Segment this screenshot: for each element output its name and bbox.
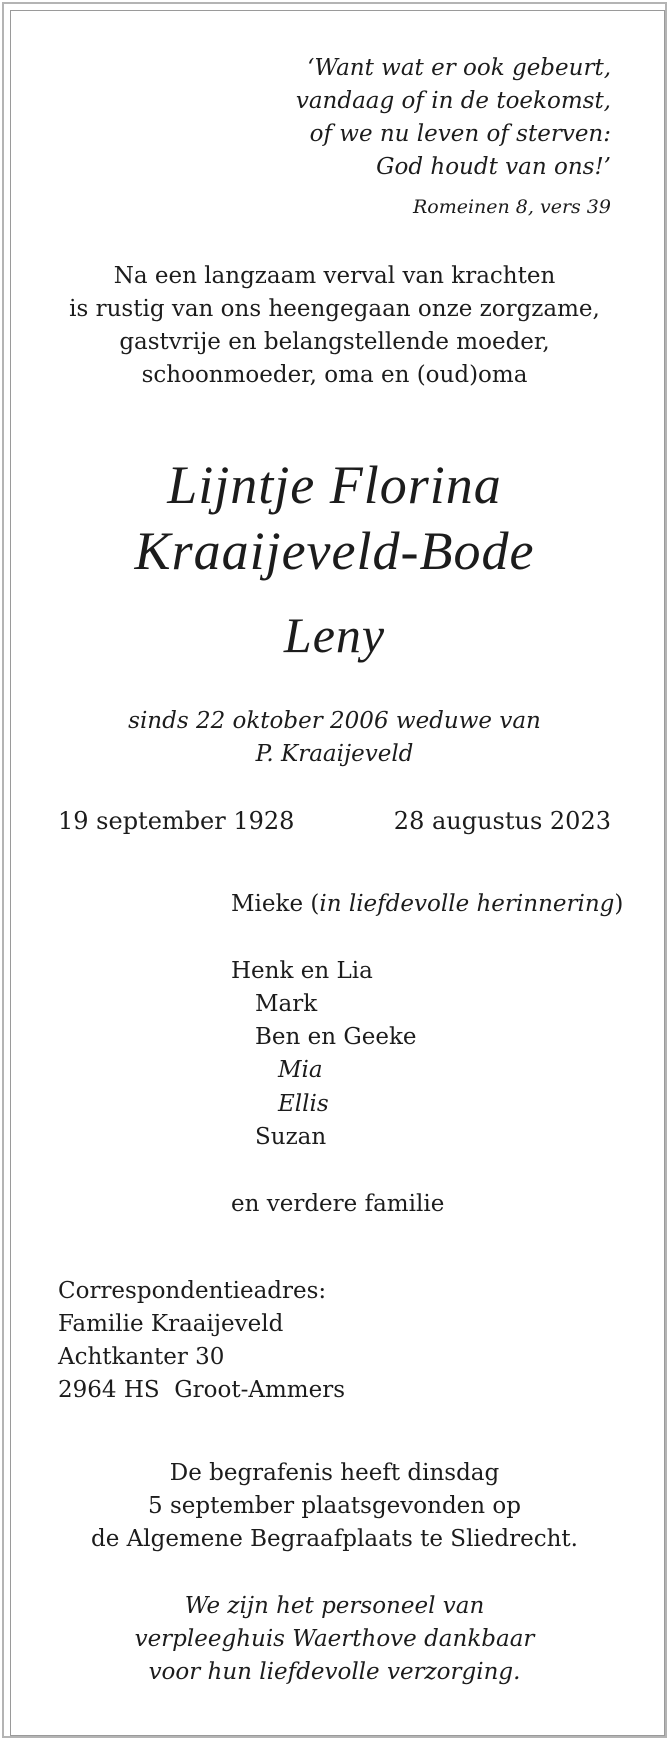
thanks-note <box>0 1590 669 1689</box>
family-grandchild: Suzan <box>255 1124 327 1151</box>
correspondence-address <box>58 1275 345 1407</box>
widow-line: sinds 22 oktober 2006 weduwe van <box>128 708 541 734</box>
funeral-line: de Algemene Begraafplaats te Sliedrecht. <box>91 1526 578 1552</box>
mieke-close: ) <box>614 891 624 917</box>
deceased-surname: Kraaijeveld-Bode <box>134 521 535 581</box>
quote-reference: Romeinen 8, vers 39 <box>412 196 611 218</box>
intro-line: schoonmoeder, oma en (oud)oma <box>141 362 528 388</box>
address-line: Achtkanter 30 <box>58 1344 225 1370</box>
intro-line: gastvrije en belangstellende moeder, <box>119 329 550 355</box>
family-list <box>231 888 623 1221</box>
address-line: 2964 HS Groot-Ammers <box>58 1377 345 1403</box>
intro-text <box>0 260 669 392</box>
funeral-notice <box>0 1457 669 1556</box>
quote-line: ‘Want wat er ook gebeurt, <box>307 55 611 81</box>
thanks-line: We zijn het personeel van <box>184 1593 485 1619</box>
mieke-note: in liefdevolle herinnering <box>319 891 615 917</box>
family-grandchild: Mark <box>255 990 318 1017</box>
birth-date: 19 september 1928 <box>58 807 295 835</box>
quote-line: of we nu leven of sterven: <box>309 121 611 147</box>
deceased-name <box>0 452 669 584</box>
family-great-grandchild: Mia <box>278 1057 323 1084</box>
widow-statement <box>0 705 669 771</box>
family-grandchild: Ben en Geeke <box>255 1024 417 1051</box>
deceased-nickname: Leny <box>283 607 386 663</box>
intro-line: Na een langzaam verval van krachten <box>113 263 556 289</box>
address-line: Familie Kraaijeveld <box>58 1311 284 1337</box>
life-dates <box>58 807 611 835</box>
deceased-first-names: Lijntje Florina <box>167 455 502 515</box>
intro-line: is rustig van ons heengegaan onze zorgzame, <box>69 296 600 322</box>
thanks-line: verpleeghuis Waerthove dankbaar <box>134 1626 535 1652</box>
family-extended: en verdere familie <box>231 1190 445 1217</box>
family-couple: Henk en Lia <box>231 957 373 984</box>
death-date: 28 augustus 2023 <box>393 807 611 835</box>
thanks-line: voor hun liefdevolle verzorging. <box>148 1659 521 1685</box>
quote-line: God houdt van ons!’ <box>376 154 611 180</box>
funeral-line: De begrafenis heeft dinsdag <box>169 1460 500 1486</box>
address-heading: Correspondentieadres: <box>58 1278 327 1304</box>
family-mieke <box>231 888 623 921</box>
mieke-name: Mieke ( <box>231 891 320 917</box>
funeral-line: 5 september plaatsgevonden op <box>148 1493 521 1519</box>
widow-spouse: P. Kraaijeveld <box>255 741 414 767</box>
family-great-grandchild: Ellis <box>278 1090 329 1117</box>
bible-quote <box>296 52 611 184</box>
quote-line: vandaag of in de toekomst, <box>295 88 611 114</box>
